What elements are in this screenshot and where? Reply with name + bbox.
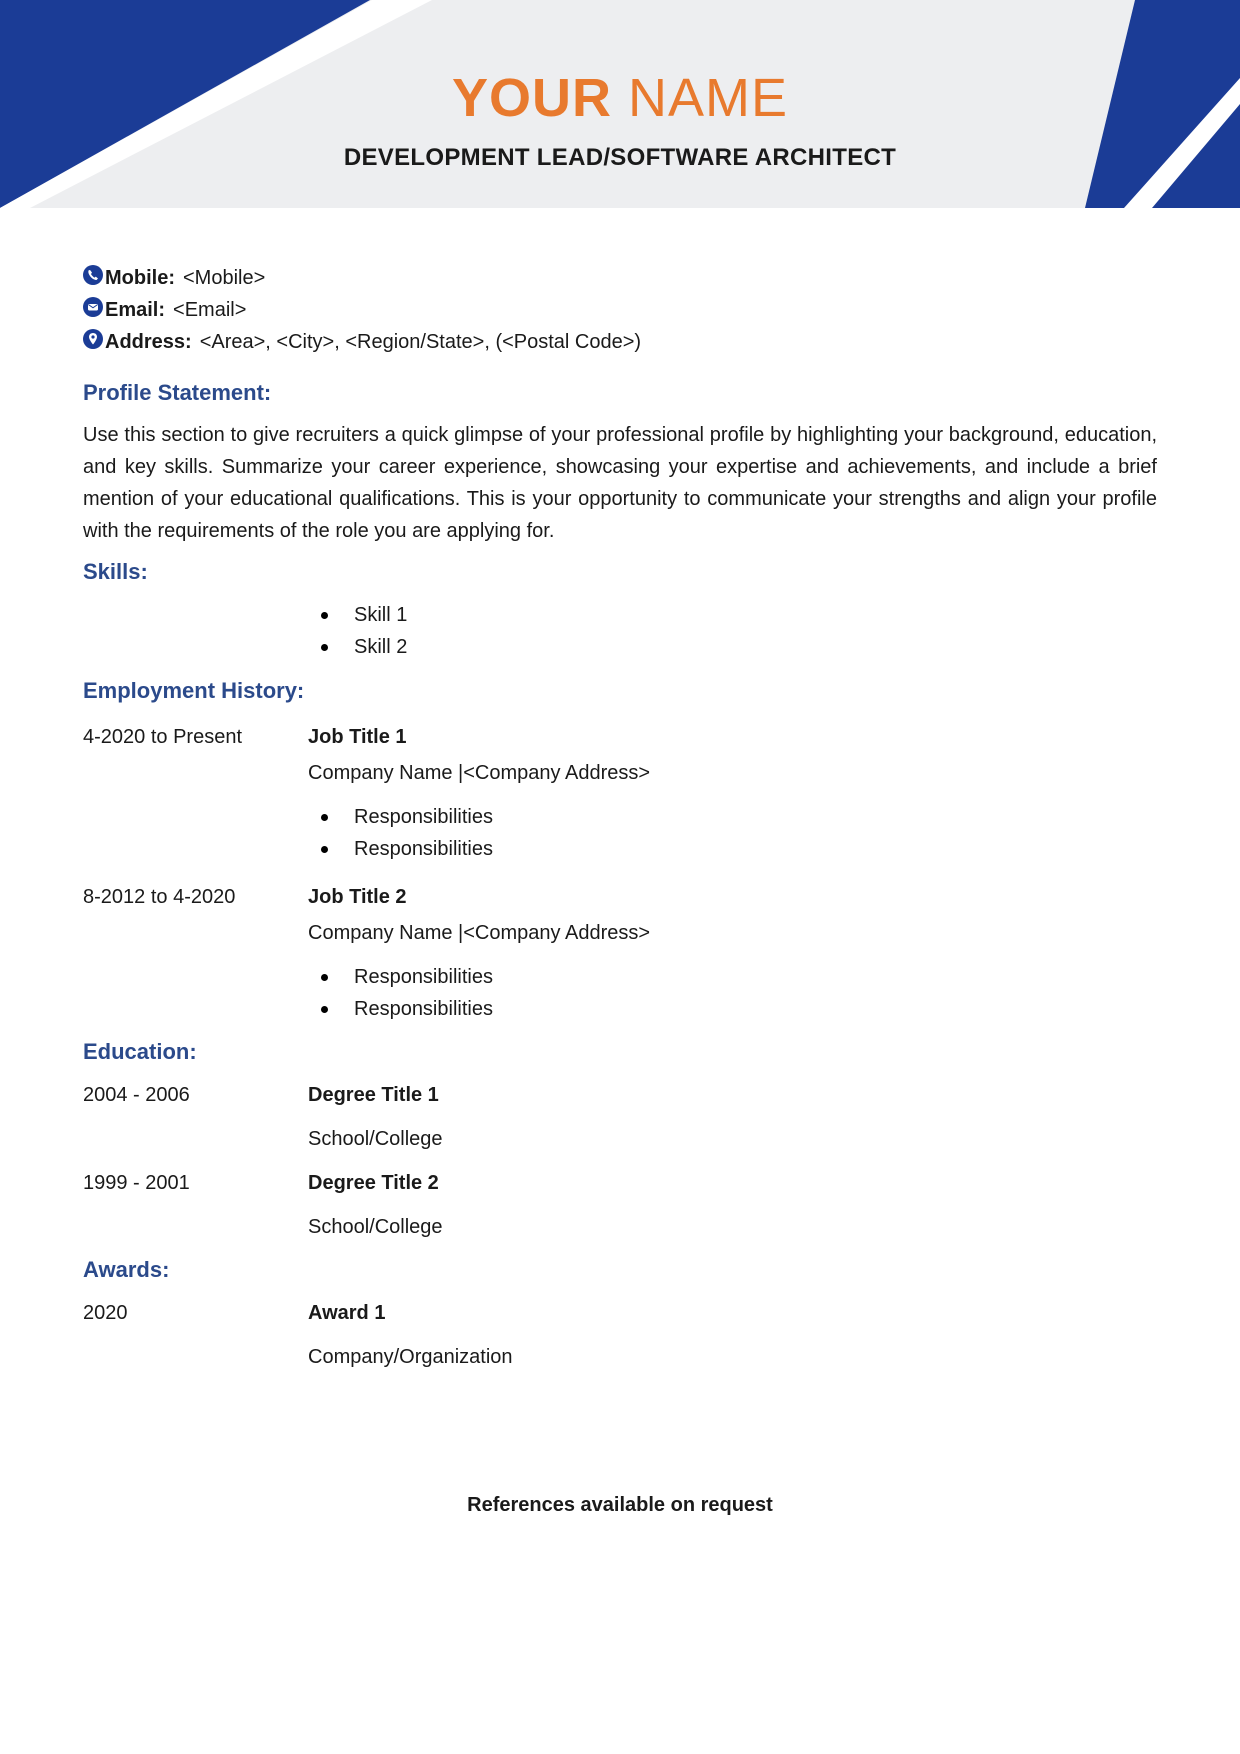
contact-email <box>83 294 1157 326</box>
education-dates: 2004 - 2006 <box>83 1084 190 1106</box>
name-first: YOUR <box>451 68 612 128</box>
education-dates: 1999 - 2001 <box>83 1172 190 1194</box>
employment-heading: Employment History: <box>83 678 305 703</box>
responsibilities-list <box>308 801 1157 865</box>
education-entry <box>83 1079 1157 1155</box>
job-company: Company Name |<Company Address> <box>308 762 651 784</box>
job-dates: 8-2012 to 4-2020 <box>83 886 236 908</box>
responsibility-item: Responsibilities <box>308 833 1157 865</box>
job-entry <box>83 881 1157 1025</box>
award-organization: Company/Organization <box>308 1346 513 1368</box>
references-note: References available on request <box>467 1494 773 1516</box>
address-label: Address: <box>105 331 192 353</box>
skill-item: Skill 2 <box>308 631 1157 663</box>
job-company: Company Name |<Company Address> <box>308 922 651 944</box>
degree-title: Degree Title 1 <box>308 1084 439 1106</box>
responsibility-item: Responsibilities <box>308 993 1157 1025</box>
award-year: 2020 <box>83 1302 128 1324</box>
responsibilities-list <box>308 961 1157 1025</box>
job-dates: 4-2020 to Present <box>83 726 242 748</box>
job-title: DEVELOPMENT LEAD/SOFTWARE ARCHITECT <box>343 144 897 171</box>
degree-title: Degree Title 2 <box>308 1172 439 1194</box>
education-detail <box>308 1167 1157 1243</box>
job-title: Job Title 2 <box>308 886 407 908</box>
awards-heading: Awards: <box>83 1257 170 1282</box>
mobile-label: Mobile: <box>105 267 175 289</box>
education-detail <box>308 1079 1157 1155</box>
job-entry <box>83 721 1157 865</box>
phone-icon <box>83 263 103 283</box>
resume-content <box>83 262 1157 1373</box>
school-name: School/College <box>308 1216 443 1238</box>
job-title: Job Title 1 <box>308 726 407 748</box>
person-name <box>0 66 1240 130</box>
education-entry <box>83 1167 1157 1243</box>
location-pin-icon <box>83 327 103 347</box>
profile-heading: Profile Statement: <box>83 380 272 405</box>
email-icon <box>83 295 103 315</box>
email-label: Email: <box>105 299 166 321</box>
email-value: <Email> <box>173 299 247 321</box>
address-value: <Area>, <City>, <Region/State>, (<Postal Code>) <box>199 331 642 353</box>
school-name: School/College <box>308 1128 443 1150</box>
award-entry <box>83 1297 1157 1373</box>
responsibility-item: Responsibilities <box>308 801 1157 833</box>
profile-text: Use this section to give recruiters a quick glimpse of your professional profile by highlighting your background, education, and key skills. Summarize your career experience, showcasing your expertise and achievements, and include a brief mention of your educational qualifications. This is your opportunity to communicate your strengths and align your profile with the requirements of the role you are applying for. <box>83 424 1157 542</box>
skill-item: Skill 1 <box>308 599 1157 631</box>
education-heading: Education: <box>83 1039 197 1064</box>
skills-list <box>308 599 1157 663</box>
name-last: NAME <box>628 68 789 128</box>
responsibility-item: Responsibilities <box>308 961 1157 993</box>
skills-heading: Skills: <box>83 559 148 584</box>
job-detail <box>308 881 1157 1025</box>
award-title: Award 1 <box>308 1302 386 1324</box>
contact-address <box>83 326 1157 358</box>
job-detail <box>308 721 1157 865</box>
award-detail <box>308 1297 1157 1373</box>
header-banner <box>0 0 1240 208</box>
contact-mobile <box>83 262 1157 294</box>
mobile-value: <Mobile> <box>183 267 266 289</box>
contact-block <box>83 262 1157 358</box>
